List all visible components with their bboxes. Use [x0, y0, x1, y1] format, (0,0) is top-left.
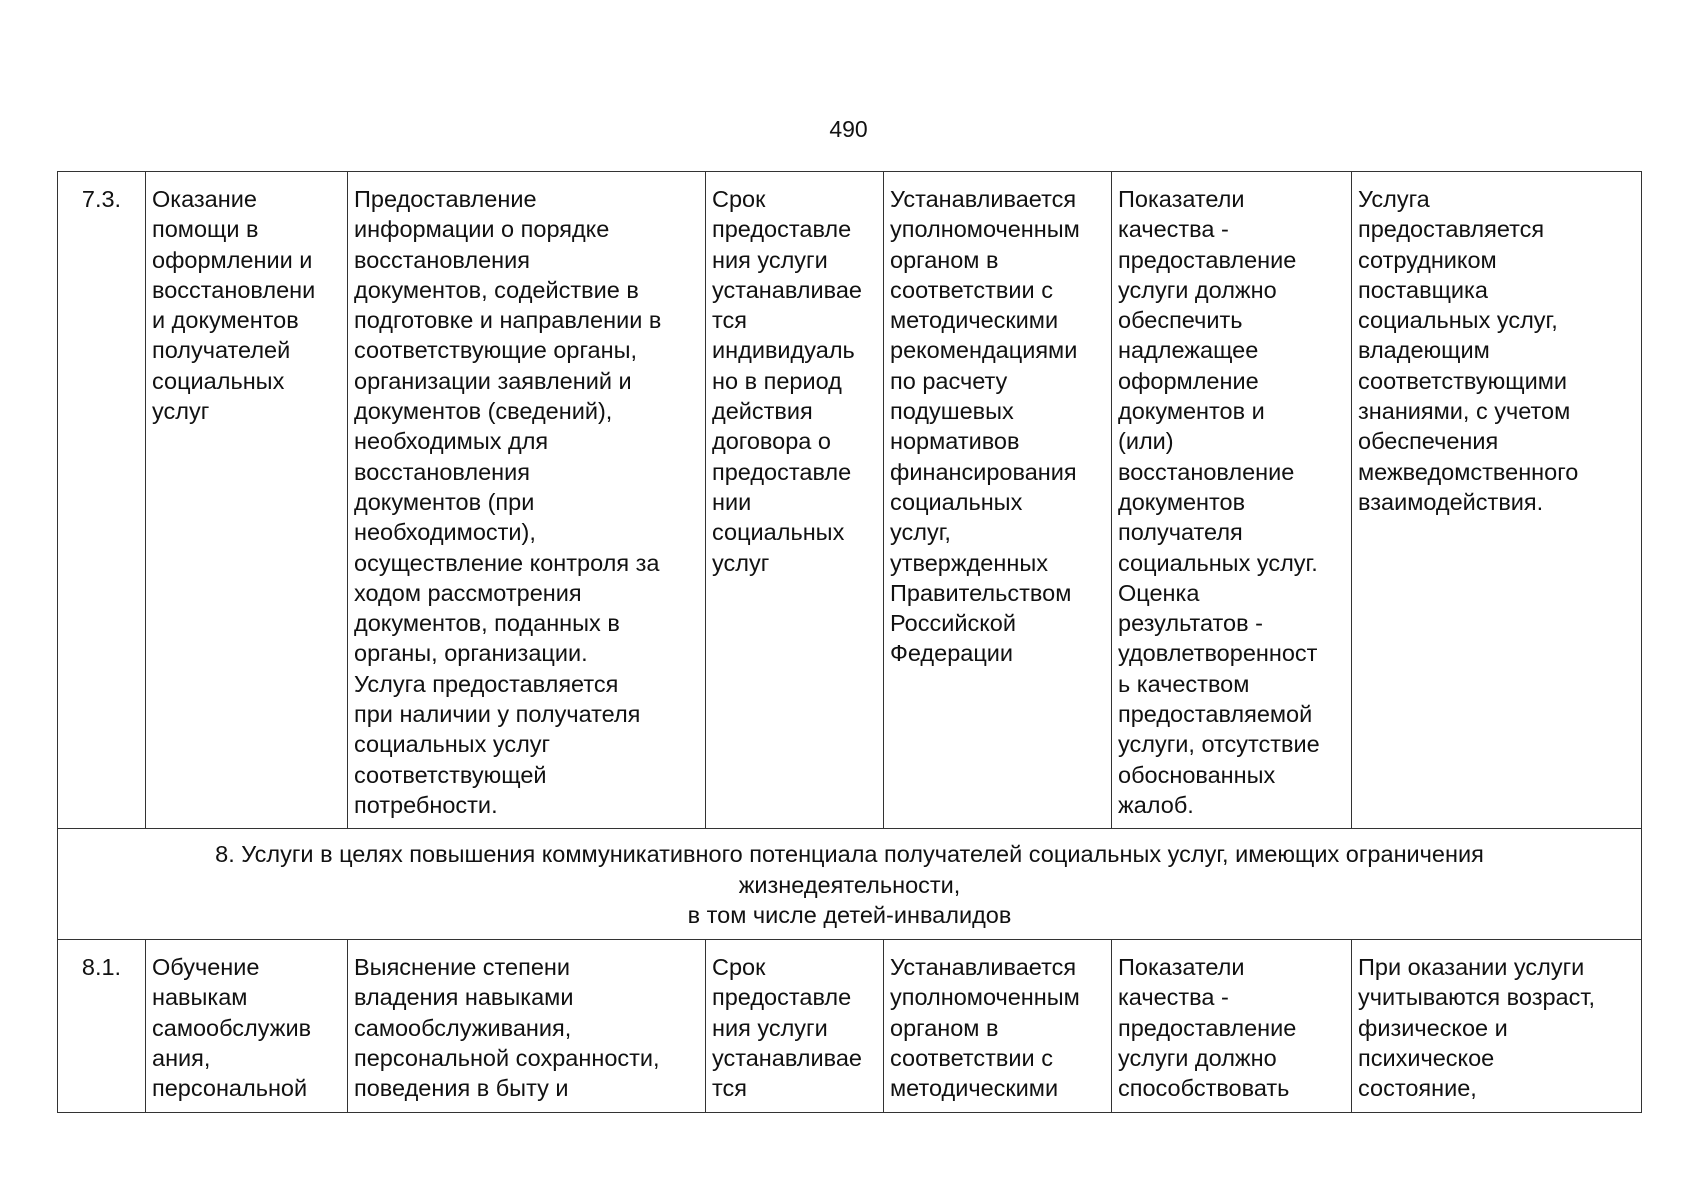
service-term-cell [706, 940, 884, 1113]
service-description-cell [348, 940, 706, 1113]
row-number: 7.3. [81, 186, 122, 212]
section-heading: 8. Услуги в целях повышения коммуникативного потенциала получателей социальных услуг, имеющих ограничения жизнедеятельности, в том числе детей-инвалидов [215, 841, 1484, 928]
service-conditions-cell [1352, 172, 1642, 829]
service-name: Оказание помощи в оформлении и восстановлени и документов получателей социальных услуг [152, 186, 316, 425]
table-row [58, 940, 1642, 1113]
row-number-cell [58, 172, 146, 829]
service-rate-cell [884, 172, 1112, 829]
service-rate-cell [884, 940, 1112, 1113]
service-name-cell [146, 172, 348, 829]
service-conditions: При оказании услуги учитываются возраст, физическое и психическое состояние, [1358, 954, 1596, 1102]
services-table [57, 171, 1642, 1113]
service-description-cell [348, 172, 706, 829]
service-name-cell [146, 940, 348, 1113]
service-rate: Устанавливается уполномоченным органом в соответствии с методическими рекомендациями по расчету подушевых нормативов финансирования социальных услуг, утвержденных Правительством Российской Федерации [890, 186, 1080, 667]
service-term: Срок предоставле ния услуги устанавливае тся [712, 954, 862, 1102]
section-heading-cell [58, 829, 1642, 940]
service-quality: Показатели качества - предоставление услуги должно обеспечить надлежащее оформление документов и (или) восстановление документов получателя социальных услуг. Оценка результатов - удовлетворенност ь качеством предоставляемой услуги, отсутствие обоснованных жалоб. [1118, 186, 1320, 818]
section-heading-row [58, 829, 1642, 940]
service-conditions: Услуга предоставляется сотрудником поставщика социальных услуг, владеющим соответствующими знаниями, с учетом обеспечения межведомственного взаимодействия. [1358, 186, 1579, 515]
service-name: Обучение навыкам самообслужив ания, персональной [152, 954, 312, 1102]
service-quality: Показатели качества - предоставление услуги должно способствовать [1118, 954, 1297, 1102]
service-description: Выяснение степени владения навыками самообслуживания, персональной сохранности, поведения в быту и [354, 954, 660, 1102]
service-conditions-cell [1352, 940, 1642, 1113]
page-number: 490 [829, 116, 868, 142]
service-rate: Устанавливается уполномоченным органом в соответствии с методическими [890, 954, 1080, 1102]
service-quality-cell [1112, 940, 1352, 1113]
row-number: 8.1. [81, 954, 122, 981]
service-term: Срок предоставле ния услуги устанавливае тся индивидуаль но в период действия договора о предоставле нии социальных услуг [712, 186, 862, 576]
row-number-cell [58, 940, 146, 1113]
service-quality-cell [1112, 172, 1352, 829]
service-description: Предоставление информации о порядке восстановления документов, содействие в подготовке и направлении в соответствующие органы, организации заявлений и документов (сведений), необходимых для восстановления документов (при необходимости), осуществление контроля за ходом рассмотрения документов, поданных в органы, организации. Услуга предоставляется при наличии у получателя социальных услуг соответствующей потребности. [354, 186, 662, 818]
service-term-cell [706, 172, 884, 829]
table-row [58, 172, 1642, 829]
